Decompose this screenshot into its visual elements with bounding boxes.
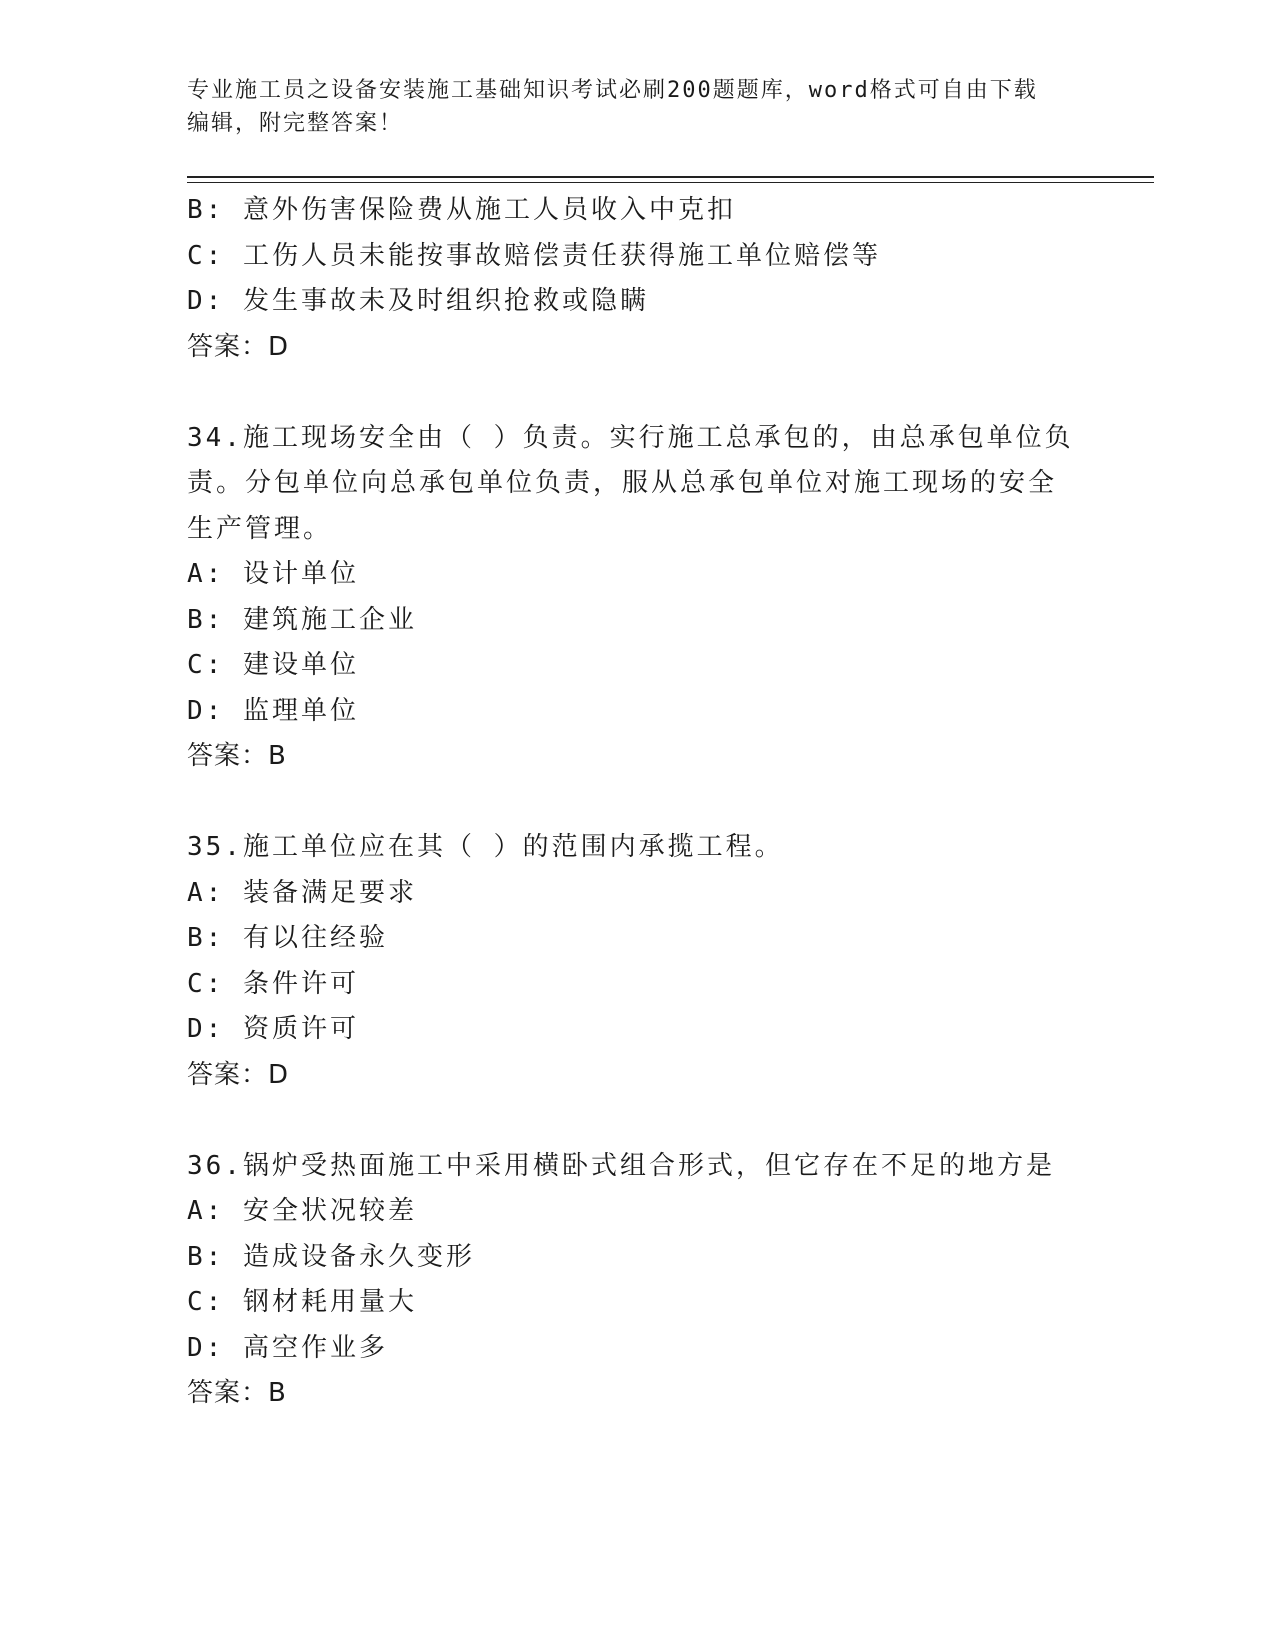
spacer [187,1098,1087,1144]
option-a: A: 装备满足要求 [187,877,417,908]
question-36 [187,1144,1087,1417]
question-stem-line: 34.施工现场安全由（ ）负责。实行施工总承包的，由总承包单位负 [187,422,1074,453]
option-d: D: 高空作业多 [187,1332,388,1363]
option-c: C: 工伤人员未能按事故赔偿责任获得施工单位赔偿等 [187,240,881,271]
option-b: B: 建筑施工企业 [187,604,417,635]
question-33-tail [187,188,1087,370]
question-35 [187,825,1087,1098]
question-stem-line: 生产管理。 [187,513,333,544]
header-divider-thick [187,176,1154,178]
option-c: C: 建设单位 [187,650,359,680]
answer: 答案：B [187,741,287,771]
answer: 答案：D [187,331,290,362]
question-34 [187,416,1087,780]
question-stem-line: 责。分包单位向总承包单位负责，服从总承包单位对施工现场的安全 [187,468,1058,498]
header-divider-thin [187,182,1154,183]
spacer [187,370,1087,416]
question-stem-line: 36.锅炉受热面施工中采用横卧式组合形式，但它存在不足的地方是 [187,1150,1055,1181]
answer: 答案：D [187,1059,290,1090]
answer: 答案：B [187,1378,287,1408]
option-a: A: 设计单位 [187,559,359,589]
question-list [187,188,1087,1417]
document-header [187,74,1067,140]
option-c: C: 条件许可 [187,968,359,999]
option-b: B: 造成设备永久变形 [187,1241,475,1272]
option-b: B: 有以往经验 [187,923,388,953]
option-a: A: 安全状况较差 [187,1196,417,1226]
header-title-line1: 专业施工员之设备安装施工基础知识考试必刷200题题库，word格式可自由下载 [187,78,1038,103]
option-c: C: 钢材耗用量大 [187,1287,417,1317]
option-d: D: 资质许可 [187,1014,359,1044]
option-d: D: 发生事故未及时组织抢救或隐瞒 [187,286,649,316]
spacer [187,780,1087,826]
option-d: D: 监理单位 [187,695,359,726]
option-b: B: 意外伤害保险费从施工人员收入中克扣 [187,195,736,225]
question-stem-line: 35.施工单位应在其（ ）的范围内承揽工程。 [187,832,784,862]
header-title-line2: 编辑，附完整答案！ [187,111,404,136]
